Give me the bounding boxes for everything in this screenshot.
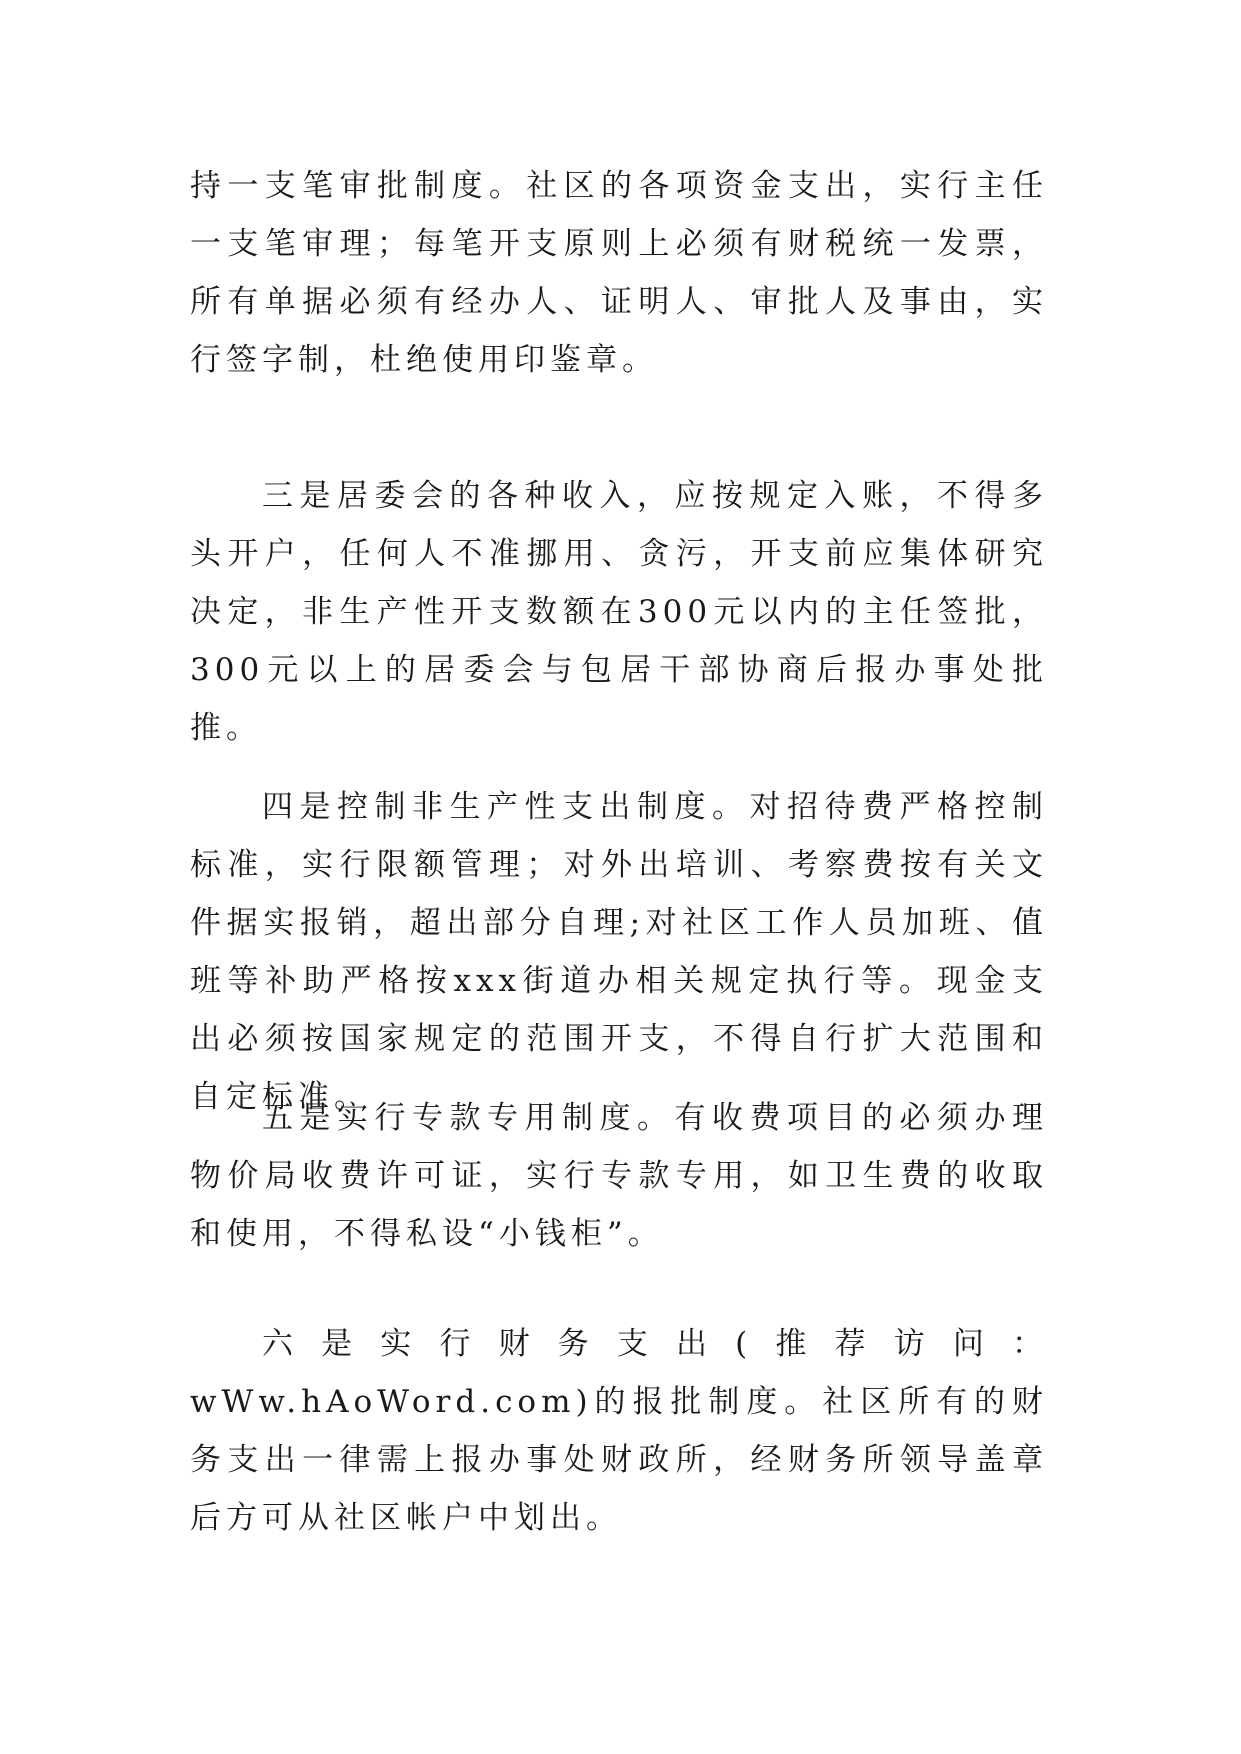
paragraph-item-six: 六是实行财务支出(推荐访问：wWw.hAoWord.com)的报批制度。社区所有的财务支出一律需上报办事处财政所，经财务所领导盖章后方可从社区帐户中划出。 [190, 1326, 1048, 1536]
paragraph-item-five: 五是实行专款专用制度。有收费项目的必须办理物价局收费许可证，实行专款专用，如卫生费的收取和使用，不得私设“小钱柜”。 [190, 1100, 1048, 1252]
paragraph-continuation: 持一支笔审批制度。社区的各项资金支出，实行主任一支笔审理；每笔开支原则上必须有财税统一发票，所有单据必须有经办人、证明人、审批人及事由，实行签字制，杜绝使用印鉴章。 [190, 168, 1048, 378]
paragraph-item-four: 四是控制非生产性支出制度。对招待费严格控制标准，实行限额管理；对外出培训、考察费按有关文件据实报销，超出部分自理;对社区工作人员加班、值班等补助严格按xxx街道办相关规定执行等。现金支出必须按国家规定的范围开支，不得自行扩大范围和自定标准。 [190, 789, 1048, 1115]
paragraph-item-three: 三是居委会的各种收入，应按规定入账，不得多头开户，任何人不准挪用、贪污，开支前应集体研究决定，非生产性开支数额在300元以内的主任签批，300元以上的居委会与包居干部协商后报办事处批推。 [190, 478, 1048, 746]
